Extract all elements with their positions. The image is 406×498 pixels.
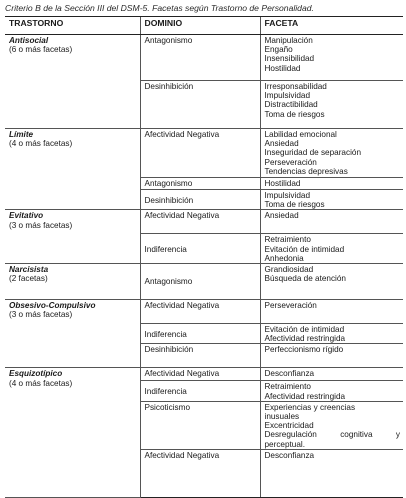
trastorno-name: Esquizotípico bbox=[9, 369, 63, 379]
table-row bbox=[5, 129, 403, 178]
faceta-item: Engaño bbox=[264, 45, 293, 55]
faceta-cell bbox=[260, 300, 403, 324]
faceta-item: Hostilidad bbox=[264, 179, 301, 188]
faceta-cell bbox=[260, 234, 403, 264]
table-row bbox=[5, 368, 403, 381]
faceta-item: Retraimiento bbox=[264, 382, 311, 392]
dominio-cell: Desinhibición bbox=[140, 81, 260, 129]
faceta-item: Hostilidad bbox=[264, 63, 301, 73]
trastorno-cell bbox=[5, 35, 140, 129]
faceta-word: cognitiva bbox=[340, 430, 373, 440]
faceta-cell bbox=[260, 178, 403, 190]
faceta-cell bbox=[260, 129, 403, 178]
trastorno-cell bbox=[5, 264, 140, 300]
trastorno-cell bbox=[5, 368, 140, 497]
table-row bbox=[5, 35, 403, 81]
faceta-cell bbox=[260, 344, 403, 368]
dominio-cell: Psicoticismo bbox=[140, 401, 260, 449]
faceta-item: Desconfianza bbox=[264, 369, 315, 379]
dominio-cell: Afectividad Negativa bbox=[140, 300, 260, 324]
faceta-cell bbox=[260, 210, 403, 234]
trastorno-note: (3 o más facetas) bbox=[9, 310, 73, 320]
dominio-cell: Indiferencia bbox=[140, 234, 260, 264]
faceta-cell bbox=[260, 81, 403, 129]
dominio-cell: Desinhibición bbox=[140, 190, 260, 210]
faceta-item: Ansiedad bbox=[264, 211, 299, 221]
faceta-item: Manipulación bbox=[264, 36, 313, 45]
dominio-cell: Afectividad Negativa bbox=[140, 368, 260, 381]
trastorno-name: Límite bbox=[9, 130, 34, 139]
faceta-item: Experiencias y creencias bbox=[264, 402, 356, 412]
faceta-word: y bbox=[395, 430, 400, 440]
table-row bbox=[5, 210, 403, 234]
trastorno-note: (4 o más facetas) bbox=[9, 139, 73, 149]
header-faceta: FACETA bbox=[260, 17, 403, 35]
faceta-word: Desregulación bbox=[264, 430, 317, 440]
trastorno-cell bbox=[5, 129, 140, 210]
table-row bbox=[5, 264, 403, 300]
table-row bbox=[5, 300, 403, 324]
facets-table bbox=[5, 16, 403, 498]
faceta-cell bbox=[260, 381, 403, 401]
faceta-item: Toma de riesgos bbox=[264, 109, 325, 119]
trastorno-note: (2 facetas) bbox=[9, 274, 48, 284]
trastorno-name: Obsesivo-Compulsivo bbox=[9, 301, 96, 311]
dominio-cell: Afectividad Negativa bbox=[140, 210, 260, 234]
faceta-item: Excentricidad bbox=[264, 421, 314, 431]
trastorno-name: Evitativo bbox=[9, 211, 44, 221]
faceta-item: Impulsividad bbox=[264, 91, 311, 101]
header-trastorno: TRASTORNO bbox=[5, 17, 140, 35]
trastorno-cell bbox=[5, 210, 140, 264]
faceta-cell bbox=[260, 190, 403, 210]
faceta-item: Afectividad restringida bbox=[264, 391, 346, 401]
dominio-cell: Afectividad Negativa bbox=[140, 129, 260, 178]
faceta-item: Ansiedad bbox=[264, 139, 299, 149]
faceta-item: inusuales bbox=[264, 412, 300, 422]
header-row bbox=[5, 17, 403, 35]
faceta-cell bbox=[260, 264, 403, 300]
dominio-cell: Antagonismo bbox=[140, 264, 260, 300]
faceta-cell bbox=[260, 35, 403, 81]
header-dominio: DOMINIO bbox=[140, 17, 260, 35]
faceta-item: Desconfianza bbox=[264, 450, 315, 460]
faceta-item: Evitación de intimidad bbox=[264, 325, 345, 335]
dominio-cell: Afectividad Negativa bbox=[140, 449, 260, 497]
dominio-cell: Antagonismo bbox=[140, 35, 260, 81]
table-caption: Criterio B de la Sección III del DSM-5. Facetas según Trastorno de Personalidad. bbox=[5, 3, 314, 13]
trastorno-name: Antisocial bbox=[9, 36, 49, 45]
dominio-cell: Indiferencia bbox=[140, 324, 260, 344]
faceta-cell bbox=[260, 368, 403, 381]
faceta-item: Toma de riesgos bbox=[264, 200, 325, 210]
faceta-item: Perseveración bbox=[264, 301, 317, 311]
faceta-item: Afectividad restringida bbox=[264, 334, 346, 344]
faceta-item bbox=[265, 430, 401, 439]
faceta-item: Insensibilidad bbox=[264, 54, 315, 64]
dominio-cell: Desinhibición bbox=[140, 344, 260, 368]
faceta-item: Tendencias depresivas bbox=[264, 166, 348, 176]
dominio-cell: Antagonismo bbox=[140, 178, 260, 190]
faceta-item: Perfeccionismo rígido bbox=[264, 345, 344, 355]
faceta-cell bbox=[260, 401, 403, 449]
faceta-item: Perseveración bbox=[264, 157, 317, 167]
faceta-cell bbox=[260, 449, 403, 497]
faceta-item: perceptual. bbox=[264, 439, 306, 449]
faceta-item: Inseguridad de separación bbox=[264, 148, 361, 158]
trastorno-name: Narcisista bbox=[9, 265, 49, 275]
faceta-item: Distractibilidad bbox=[264, 100, 318, 110]
trastorno-note: (3 o más facetas) bbox=[9, 220, 73, 230]
faceta-item: Evitación de intimidad bbox=[264, 244, 345, 254]
faceta-item: Grandiosidad bbox=[264, 265, 314, 275]
faceta-item: Irresponsabilidad bbox=[264, 82, 327, 91]
trastorno-cell bbox=[5, 300, 140, 368]
trastorno-note: (4 o más facetas) bbox=[9, 378, 73, 388]
dominio-cell: Indiferencia bbox=[140, 381, 260, 401]
faceta-item: Retraimiento bbox=[264, 235, 311, 245]
faceta-item: Labilidad emocional bbox=[264, 130, 337, 139]
faceta-item: Impulsividad bbox=[264, 191, 311, 200]
trastorno-note: (6 o más facetas) bbox=[9, 45, 73, 55]
table-body bbox=[5, 35, 403, 498]
faceta-item: Búsqueda de atención bbox=[264, 274, 346, 284]
faceta-cell bbox=[260, 324, 403, 344]
faceta-item: Anhedonia bbox=[264, 253, 304, 263]
